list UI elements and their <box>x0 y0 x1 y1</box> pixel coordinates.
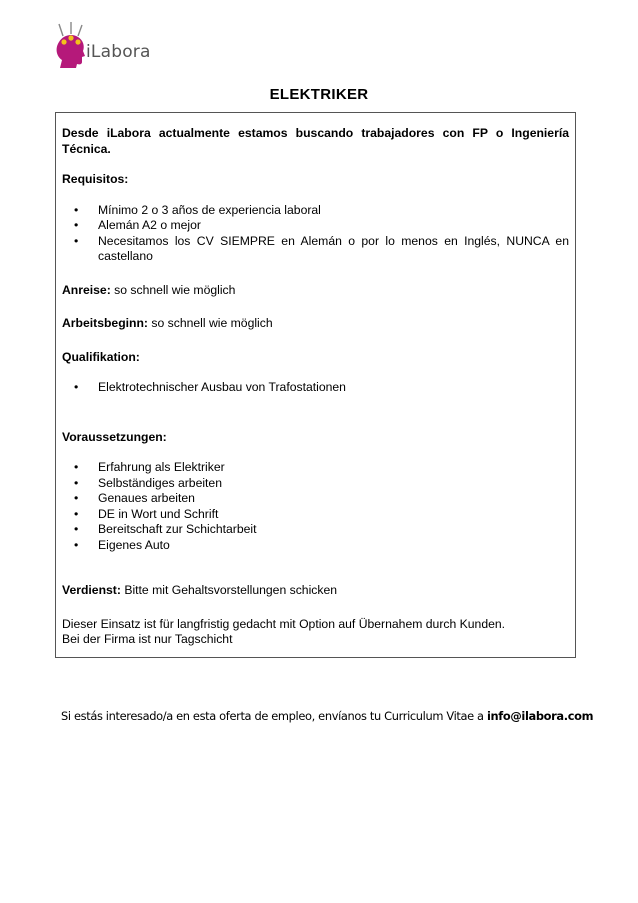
list-item: • Necesitamos los CV SIEMPRE en Alemán o por lo menos en Inglés, NUNCA en castellano <box>74 233 569 263</box>
head-silhouette-logo <box>52 22 86 76</box>
job-offer-box <box>55 112 576 658</box>
requisitos-label: Requisitos: <box>62 172 129 186</box>
ilabora-logo <box>52 22 162 76</box>
page-title: ELEKTRIKER <box>269 86 369 103</box>
list-item: • Elektrotechnischer Ausbau von Trafostationen <box>74 380 346 394</box>
footer-contact <box>61 709 593 723</box>
closing-line-2: Bei der Firma ist nur Tagschicht <box>62 632 233 646</box>
list-item: • Erfahrung als Elektriker <box>74 460 225 474</box>
footer-text: Si estás interesado/a en esta oferta de empleo, envíanos tu Curriculum Vitae a <box>61 709 487 723</box>
contact-email[interactable]: info@ilabora.com <box>486 709 594 723</box>
voraussetzungen-list <box>62 460 569 553</box>
list-item: • Genaues arbeiten <box>74 491 195 505</box>
arbeitsbeginn-value: so schnell wie möglich <box>151 316 273 330</box>
qualifikation-label: Qualifikation: <box>62 349 140 364</box>
list-item: • Bereitschaft zur Schichtarbeit <box>74 522 257 536</box>
verdienst-line <box>62 583 569 599</box>
arbeitsbeginn-line <box>62 316 569 332</box>
list-item: • Alemán A2 o mejor <box>74 218 201 232</box>
list-item: • DE in Wort und Schrift <box>74 506 219 521</box>
arbeitsbeginn-label: Arbeitsbeginn: <box>62 316 148 330</box>
brand-name: iLabora <box>86 42 151 62</box>
anreise-value: so schnell wie möglich <box>114 282 236 297</box>
qualifikation-list <box>62 380 569 396</box>
closing-line-1: Dieser Einsatz ist für langfristig gedacht mit Option auf Übernahem durch Kunden. <box>62 616 506 631</box>
verdienst-label: Verdienst: <box>62 583 121 597</box>
requisitos-list <box>62 203 569 265</box>
anreise-line <box>62 283 569 299</box>
anreise-label: Anreise: <box>62 282 111 297</box>
list-item: • Eigenes Auto <box>74 537 170 552</box>
intro-text: Desde iLabora actualmente estamos buscando trabajadores con FP o Ingeniería Técnica. <box>62 126 569 156</box>
verdienst-value: Bitte mit Gehaltsvorstellungen schicken <box>124 583 338 597</box>
list-item: • Selbständiges arbeiten <box>74 475 222 490</box>
voraussetzungen-label: Voraussetzungen: <box>62 429 167 444</box>
list-item: • Mínimo 2 o 3 años de experiencia laboral <box>74 202 321 217</box>
